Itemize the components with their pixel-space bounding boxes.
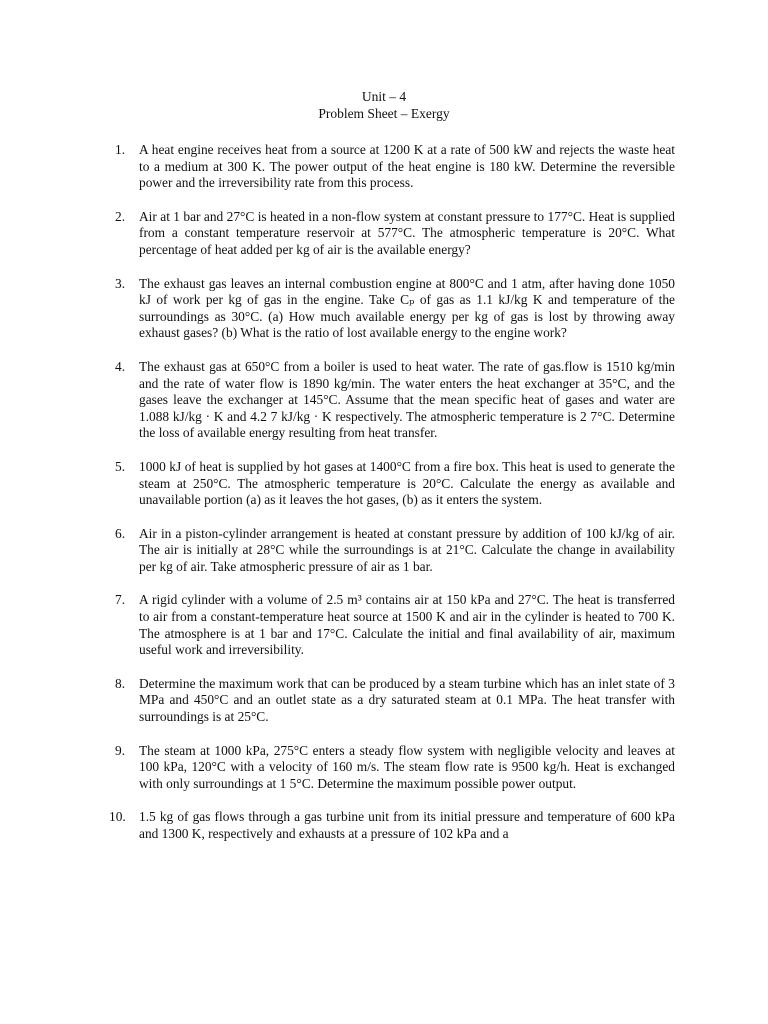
problem-text: A rigid cylinder with a volume of 2.5 m³ contains air at 150 kPa and 27°C. The heat is transferred to air from a constant-temperature heat source at 1500 K and air in the cylinder is heated to 700 K. The atmosphere is at 1 bar and 17°C. Calculate the initial and final availability of air, maximum useful work and irreversibility. — [139, 592, 675, 658]
problem-item — [115, 276, 675, 342]
problem-number: 7. — [115, 592, 126, 608]
problem-item — [115, 359, 675, 442]
problem-number: 6. — [115, 525, 126, 541]
problem-text: 1000 kJ of heat is supplied by hot gases at 1400°C from a fire box. This heat is used to generate the steam at 250°C. The atmospheric temperature is 20°C. Calculate the energy as available and unavailable portion (a) as it leaves the hot gases, (b) as it enters the system. — [139, 458, 675, 508]
problem-item — [115, 743, 675, 793]
problem-number: 9. — [115, 742, 126, 758]
problem-number: 5. — [115, 458, 126, 474]
problem-number: 1. — [115, 142, 126, 157]
problem-text: Air in a piston-cylinder arrangement is heated at constant pressure by addition of 100 kJ/kg of air. The air is initially at 28°C while the surroundings is at 21°C. Calculate the change in availability per kg of air. Take atmospheric pressure of air as 1 bar. — [139, 525, 675, 574]
problem-number: 3. — [115, 275, 126, 291]
unit-heading: Unit – 4 — [361, 89, 407, 104]
problem-text: The exhaust gas leaves an internal combustion engine at 800°C and 1 atm, after having done 1050 kJ of work per kg of gas in the engine. Take Cₚ of gas as 1.1 kJ/kg K and temperature of the surroundings as 30°C. (a) How much available energy per kg of gas is lost by throwing away exhaust gases? (b) What is the ratio of lost available energy to the engine work? — [139, 275, 675, 341]
problem-item — [115, 592, 675, 658]
problem-text: A heat engine receives heat from a source at 1200 K at a rate of 500 kW and rejects the waste heat to a medium at 300 K. The power output of the heat engine is 180 kW. Determine the reversible power and the irreversibility rate from this process. — [139, 142, 675, 191]
problem-list — [109, 142, 675, 860]
problem-text: 1.5 kg of gas flows through a gas turbine unit from its initial pressure and temperature of 600 kPa and 1300 K, respectively and exhausts at a pressure of 102 kPa and a — [139, 809, 675, 841]
problem-text: Air at 1 bar and 27°C is heated in a non-flow system at constant pressure to 177°C. Heat is supplied from a constant temperature reservoir at 577°C. The atmospheric temperature is 20°C. What percentage of heat added per kg of air is the available energy? — [139, 208, 675, 257]
sheet-title: Problem Sheet – Exergy — [318, 106, 450, 121]
problem-number: 10. — [109, 809, 126, 825]
problem-item — [115, 459, 675, 509]
problem-number: 4. — [115, 358, 126, 374]
problem-item — [115, 142, 675, 192]
problem-number: 8. — [115, 675, 126, 691]
problem-text: The steam at 1000 kPa, 275°C enters a steady flow system with negligible velocity and leaves at 100 kPa, 120°C with a velocity of 160 m/s. The steam flow rate is 9500 kg/h. Heat is exchanged with only surroundings at 1 5°C. Determine the maximum possible power output. — [139, 742, 675, 791]
problem-item — [115, 526, 675, 576]
problem-item — [109, 809, 675, 842]
problem-number: 2. — [115, 208, 126, 224]
problem-item — [115, 676, 675, 726]
problem-text: The exhaust gas at 650°C from a boiler is used to heat water. The rate of gas.flow is 1510 kg/min and the rate of water flow is 1890 kg/min. The water enters the heat exchanger at 35°C, and the gases leave the exchanger at 145°C. Assume that the mean specific heat of gases and water are 1.088 kJ/kg · K and 4.2 7 kJ/kg · K respectively. The atmospheric temperature is 2 7°C. Determine the loss of available energy resulting from heat transfer. — [139, 358, 675, 441]
problem-item — [115, 209, 675, 259]
problem-text: Determine the maximum work that can be produced by a steam turbine which has an inlet state of 3 MPa and 450°C and an outlet state as a dry saturated steam at 0.1 MPa. The heat transfer with surroundings is at 25°C. — [139, 675, 675, 725]
